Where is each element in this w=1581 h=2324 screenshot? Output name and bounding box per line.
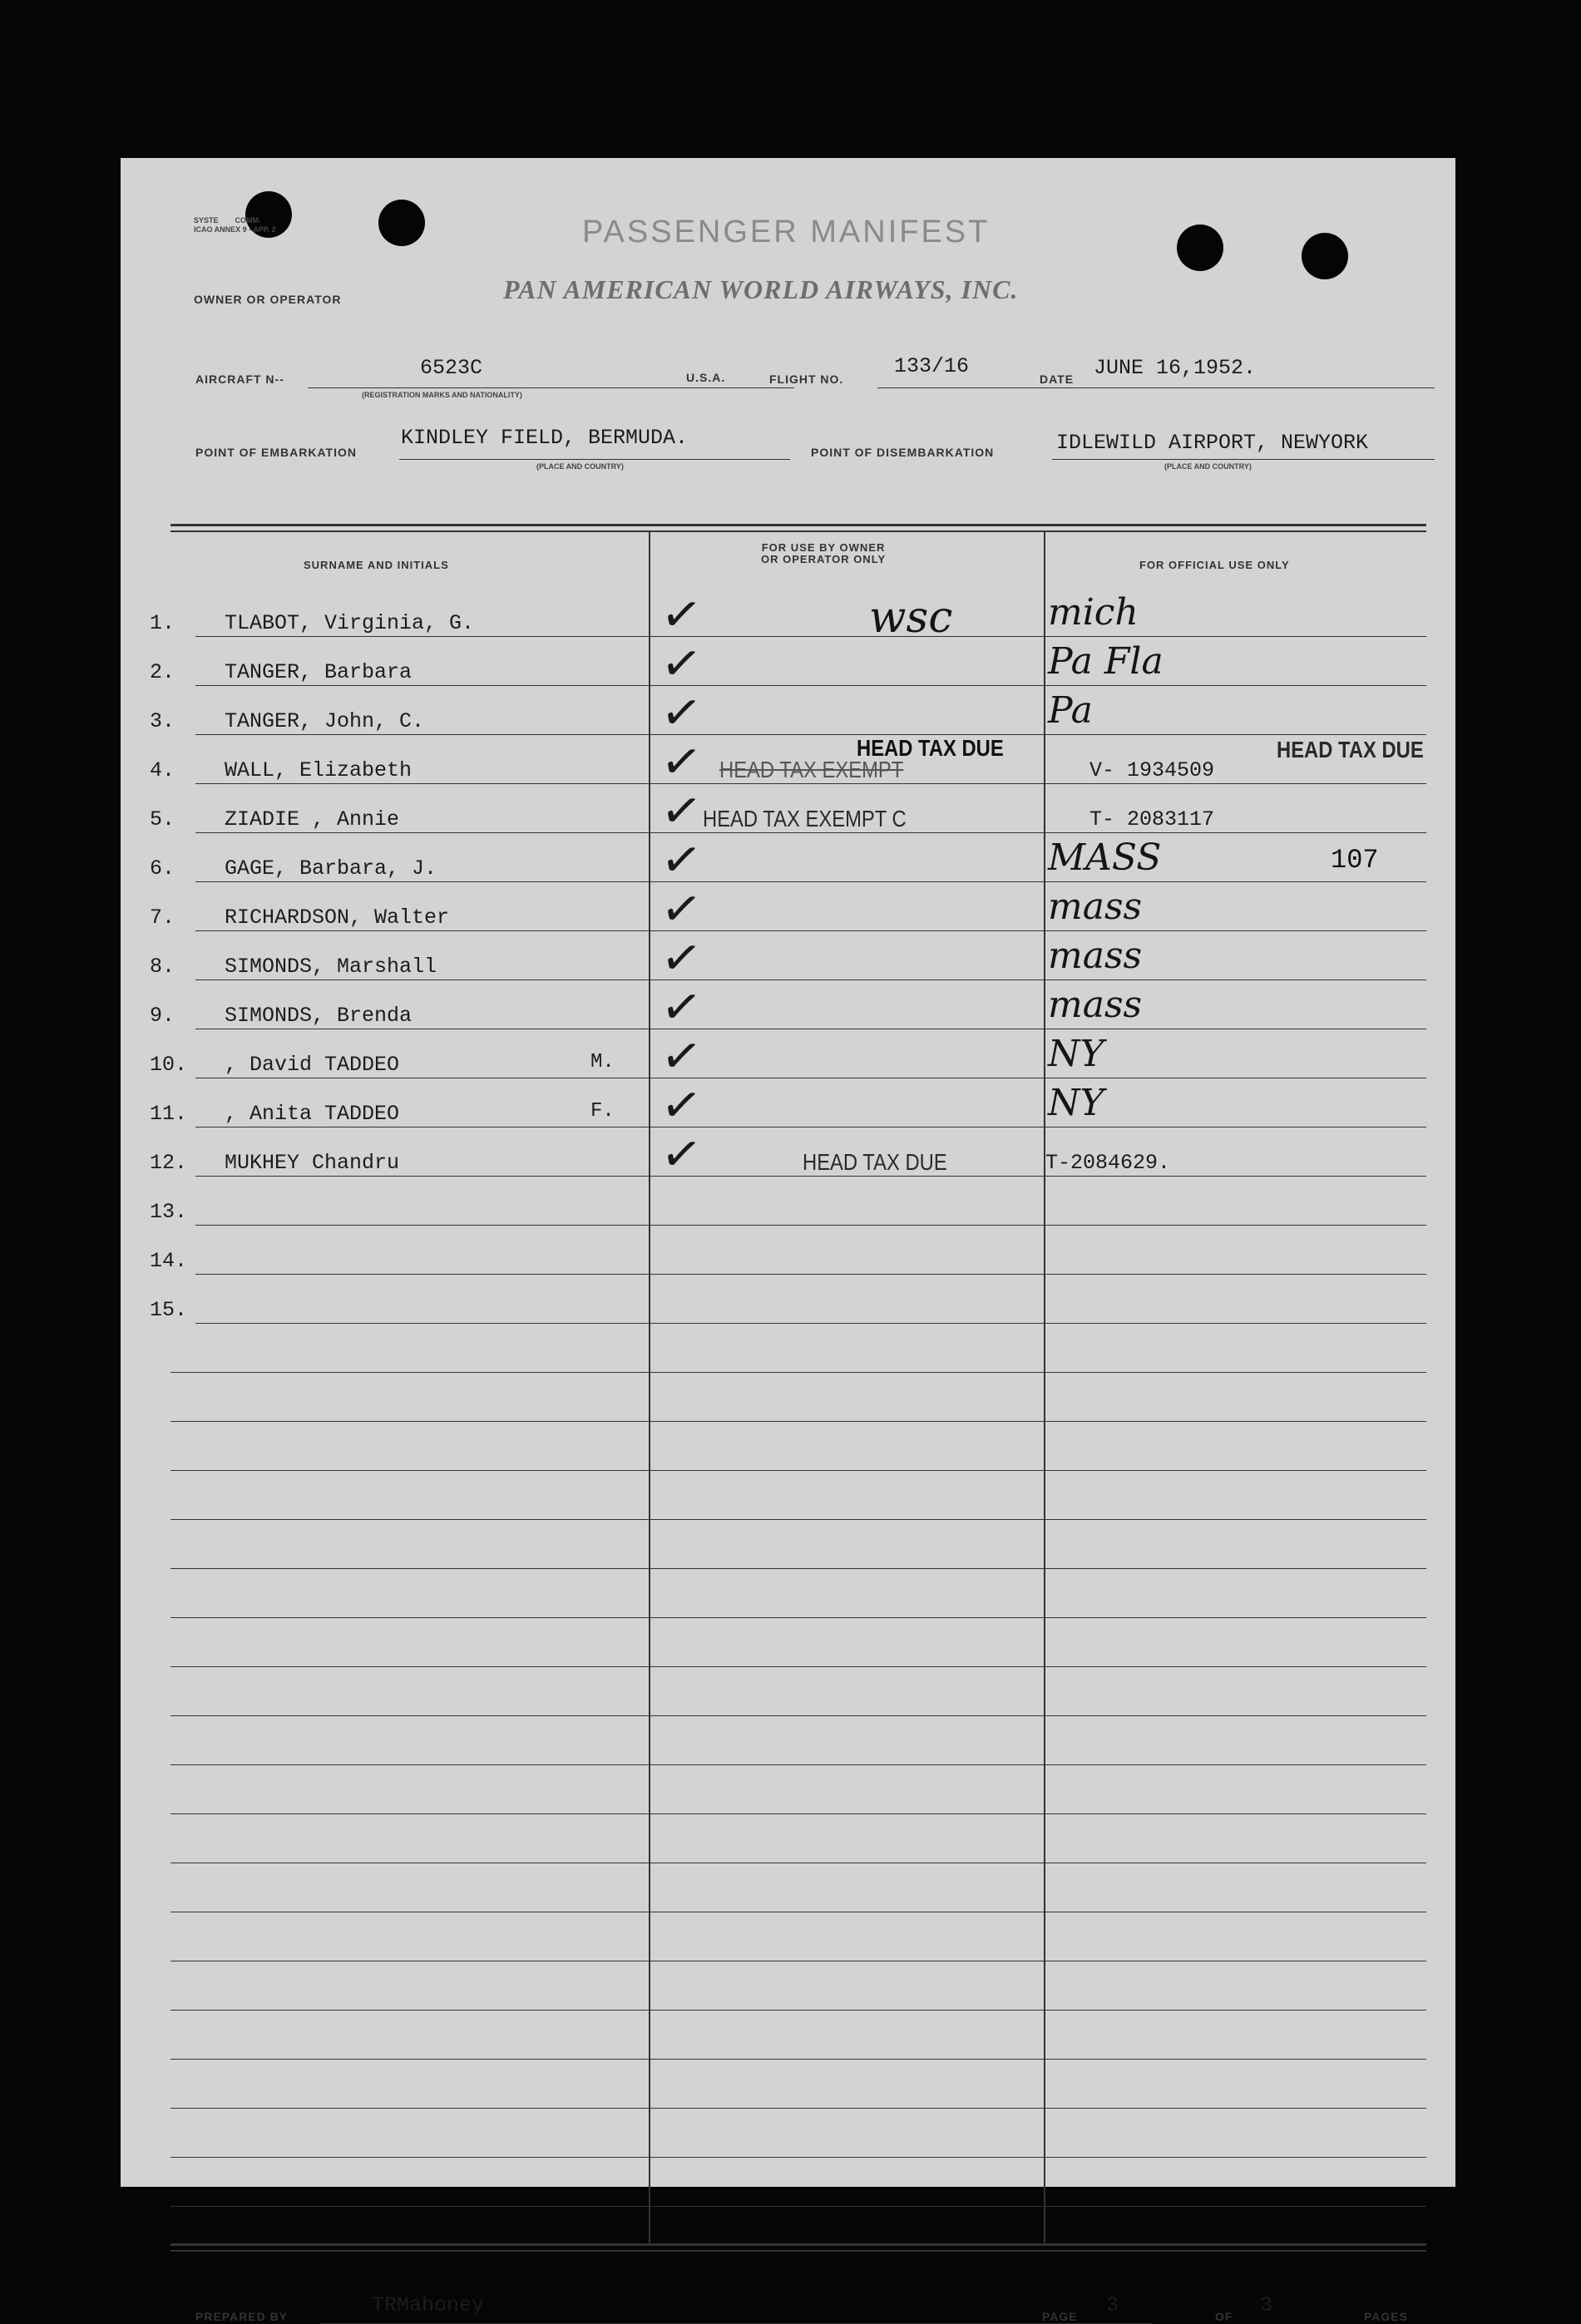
table-bottom-rule bbox=[170, 2243, 1426, 2246]
owner-note: M. bbox=[590, 1051, 615, 1073]
passenger-name: MUKHEY Chandru bbox=[225, 1151, 400, 1175]
page-label: PAGE bbox=[1042, 2310, 1078, 2323]
row-number: 7. bbox=[150, 905, 175, 930]
row-number: 5. bbox=[150, 807, 175, 831]
blank-row-rule bbox=[170, 2010, 1426, 2011]
blank-row-rule bbox=[170, 1470, 1426, 1471]
passenger-name: , David TADDEO bbox=[225, 1053, 400, 1077]
check-mark-icon: ✓ bbox=[657, 583, 706, 646]
column-header-owner bbox=[761, 542, 886, 565]
form-ref-line3: ICAO ANNEX 9 - APP. 2 bbox=[194, 225, 276, 234]
row-rule bbox=[195, 1176, 1426, 1177]
official-note: mass bbox=[1048, 984, 1143, 1026]
owner-use-line2: OR OPERATOR ONLY bbox=[761, 553, 887, 565]
of-label: OF bbox=[1215, 2310, 1233, 2323]
row-rule bbox=[195, 1323, 1426, 1324]
disembark-sub: (PLACE AND COUNTRY) bbox=[1164, 462, 1252, 471]
blank-row-rule bbox=[170, 1617, 1426, 1618]
row-rule bbox=[195, 734, 1426, 735]
prepared-value: TRMahoney bbox=[372, 2293, 485, 2317]
blank-row-rule bbox=[170, 2157, 1426, 2158]
aircraft-label: AIRCRAFT N-- bbox=[195, 373, 284, 386]
passenger-name: SIMONDS, Brenda bbox=[225, 1004, 413, 1028]
row-number: 15. bbox=[150, 1298, 188, 1322]
row-rule bbox=[195, 636, 1426, 637]
disembark-underline bbox=[1052, 459, 1435, 460]
blank-row-rule bbox=[170, 2108, 1426, 2109]
form-ref-line1: SYSTE bbox=[194, 216, 219, 225]
row-rule bbox=[195, 979, 1426, 980]
check-mark-icon: ✓ bbox=[657, 926, 706, 989]
blank-row-rule bbox=[170, 1421, 1426, 1422]
embark-underline bbox=[399, 459, 790, 460]
date-underline bbox=[1085, 387, 1435, 388]
table-top-rule bbox=[170, 524, 1426, 526]
row-rule bbox=[195, 685, 1426, 686]
of-value: 3 bbox=[1260, 2293, 1273, 2317]
prepared-label: PREPARED BY bbox=[195, 2310, 289, 2323]
table-bottom-rule-2 bbox=[170, 2250, 1426, 2252]
owner-stamp: HEAD TAX EXEMPT C bbox=[703, 806, 907, 831]
table-top-rule-2 bbox=[170, 530, 1426, 532]
check-mark-icon: ✓ bbox=[657, 877, 706, 940]
official-stamp: HEAD TAX DUE bbox=[1277, 737, 1424, 762]
official-note: Pa Fla bbox=[1048, 640, 1164, 683]
row-rule bbox=[195, 783, 1426, 784]
row-rule bbox=[195, 1225, 1426, 1226]
passenger-name: SIMONDS, Marshall bbox=[225, 955, 437, 979]
aircraft-value: 6523C bbox=[420, 356, 483, 380]
passenger-name: TLABOT, Virginia, G. bbox=[225, 611, 475, 635]
official-note: V- 1934509 bbox=[1089, 758, 1215, 782]
row-number: 11. bbox=[150, 1102, 188, 1126]
row-number: 3. bbox=[150, 709, 175, 733]
official-note: mich bbox=[1048, 591, 1139, 634]
owner-note: F. bbox=[590, 1100, 615, 1123]
check-mark-icon: ✓ bbox=[657, 681, 706, 744]
column-divider bbox=[649, 530, 650, 2243]
row-number: 9. bbox=[150, 1004, 175, 1028]
official-note: mass bbox=[1048, 935, 1143, 977]
passenger-name: , Anita TADDEO bbox=[225, 1102, 400, 1126]
disembark-label: POINT OF DISEMBARKATION bbox=[811, 446, 995, 459]
blank-row-rule bbox=[170, 1568, 1426, 1569]
check-mark-icon: ✓ bbox=[657, 828, 706, 891]
date-value: JUNE 16,1952. bbox=[1094, 356, 1257, 380]
row-number: 13. bbox=[150, 1200, 188, 1224]
owner-use-line1: FOR USE BY OWNER bbox=[761, 541, 886, 554]
check-mark-icon: ✓ bbox=[657, 632, 706, 695]
column-divider bbox=[1044, 530, 1045, 2243]
passenger-name: WALL, Elizabeth bbox=[225, 758, 413, 782]
owner-stamp: HEAD TAX EXEMPT bbox=[719, 757, 904, 782]
check-mark-icon: ✓ bbox=[657, 1073, 706, 1137]
page-value: 3 bbox=[1106, 2293, 1119, 2317]
row-number: 4. bbox=[150, 758, 175, 782]
punch-hole bbox=[378, 200, 425, 246]
row-number: 6. bbox=[150, 856, 175, 881]
row-number: 12. bbox=[150, 1151, 188, 1175]
aircraft-underline bbox=[308, 387, 794, 388]
passenger-name: TANGER, Barbara bbox=[225, 660, 413, 684]
row-rule bbox=[195, 881, 1426, 882]
passenger-name: GAGE, Barbara, J. bbox=[225, 856, 437, 881]
official-note: NY bbox=[1048, 1033, 1104, 1075]
official-extra: 107 bbox=[1331, 845, 1379, 876]
official-note: mass bbox=[1048, 886, 1143, 928]
official-note: MASS bbox=[1048, 836, 1162, 879]
column-header-surname: SURNAME AND INITIALS bbox=[304, 559, 449, 571]
row-number: 1. bbox=[150, 611, 175, 635]
pages-label: PAGES bbox=[1364, 2310, 1408, 2323]
check-mark-icon: ✓ bbox=[657, 730, 706, 793]
row-number: 8. bbox=[150, 955, 175, 979]
embark-label: POINT OF EMBARKATION bbox=[195, 446, 357, 459]
blank-row-rule bbox=[170, 1666, 1426, 1667]
row-rule bbox=[195, 1274, 1426, 1275]
flight-value: 133/16 bbox=[894, 354, 970, 378]
check-mark-icon: ✓ bbox=[657, 1024, 706, 1088]
disembark-value: IDLEWILD AIRPORT, NEWYORK bbox=[1056, 431, 1369, 455]
date-label: DATE bbox=[1040, 373, 1075, 386]
official-note: NY bbox=[1048, 1082, 1104, 1124]
blank-row-rule bbox=[170, 1764, 1426, 1765]
official-note: T-2084629. bbox=[1045, 1151, 1171, 1175]
blank-row-rule bbox=[170, 1519, 1426, 1520]
check-mark-icon: ✓ bbox=[657, 975, 706, 1039]
owner-note: wsc bbox=[869, 593, 953, 643]
owner-overstamp: HEAD TAX DUE bbox=[857, 735, 1004, 761]
blank-row-rule bbox=[170, 1372, 1426, 1373]
passenger-name: ZIADIE , Annie bbox=[225, 807, 400, 831]
owner-label: OWNER OR OPERATOR bbox=[194, 293, 342, 306]
usa-label: U.S.A. bbox=[686, 371, 726, 384]
aircraft-sub: (REGISTRATION MARKS AND NATIONALITY) bbox=[362, 391, 522, 399]
official-note: T- 2083117 bbox=[1089, 807, 1215, 831]
form-ref bbox=[194, 216, 276, 234]
column-header-official: FOR OFFICIAL USE ONLY bbox=[1139, 559, 1290, 571]
row-number: 2. bbox=[150, 660, 175, 684]
embark-sub: (PLACE AND COUNTRY) bbox=[536, 462, 624, 471]
row-rule bbox=[195, 930, 1426, 931]
page-title: PASSENGER MANIFEST bbox=[582, 215, 991, 249]
manifest-sheet bbox=[121, 158, 1455, 2323]
flight-label: FLIGHT NO. bbox=[769, 373, 844, 386]
passenger-name: TANGER, John, C. bbox=[225, 709, 425, 733]
row-rule bbox=[195, 832, 1426, 833]
form-ref-line2: COMM. bbox=[235, 216, 261, 225]
row-number: 14. bbox=[150, 1249, 188, 1273]
blank-row-rule bbox=[170, 1813, 1426, 1814]
blank-row-rule bbox=[170, 2206, 1426, 2207]
blank-row-rule bbox=[170, 2059, 1426, 2060]
row-number: 10. bbox=[150, 1053, 188, 1077]
airline-name: PAN AMERICAN WORLD AIRWAYS, INC. bbox=[503, 274, 1019, 304]
blank-row-rule bbox=[170, 1715, 1426, 1716]
passenger-name: RICHARDSON, Walter bbox=[225, 905, 450, 930]
punch-hole bbox=[1177, 225, 1223, 271]
owner-stamp: HEAD TAX DUE bbox=[803, 1149, 947, 1175]
embark-value: KINDLEY FIELD, BERMUDA. bbox=[401, 426, 689, 450]
check-mark-icon: ✓ bbox=[657, 779, 706, 842]
official-note: Pa bbox=[1048, 689, 1093, 732]
punch-hole bbox=[1302, 233, 1348, 279]
check-mark-icon: ✓ bbox=[657, 1123, 706, 1186]
